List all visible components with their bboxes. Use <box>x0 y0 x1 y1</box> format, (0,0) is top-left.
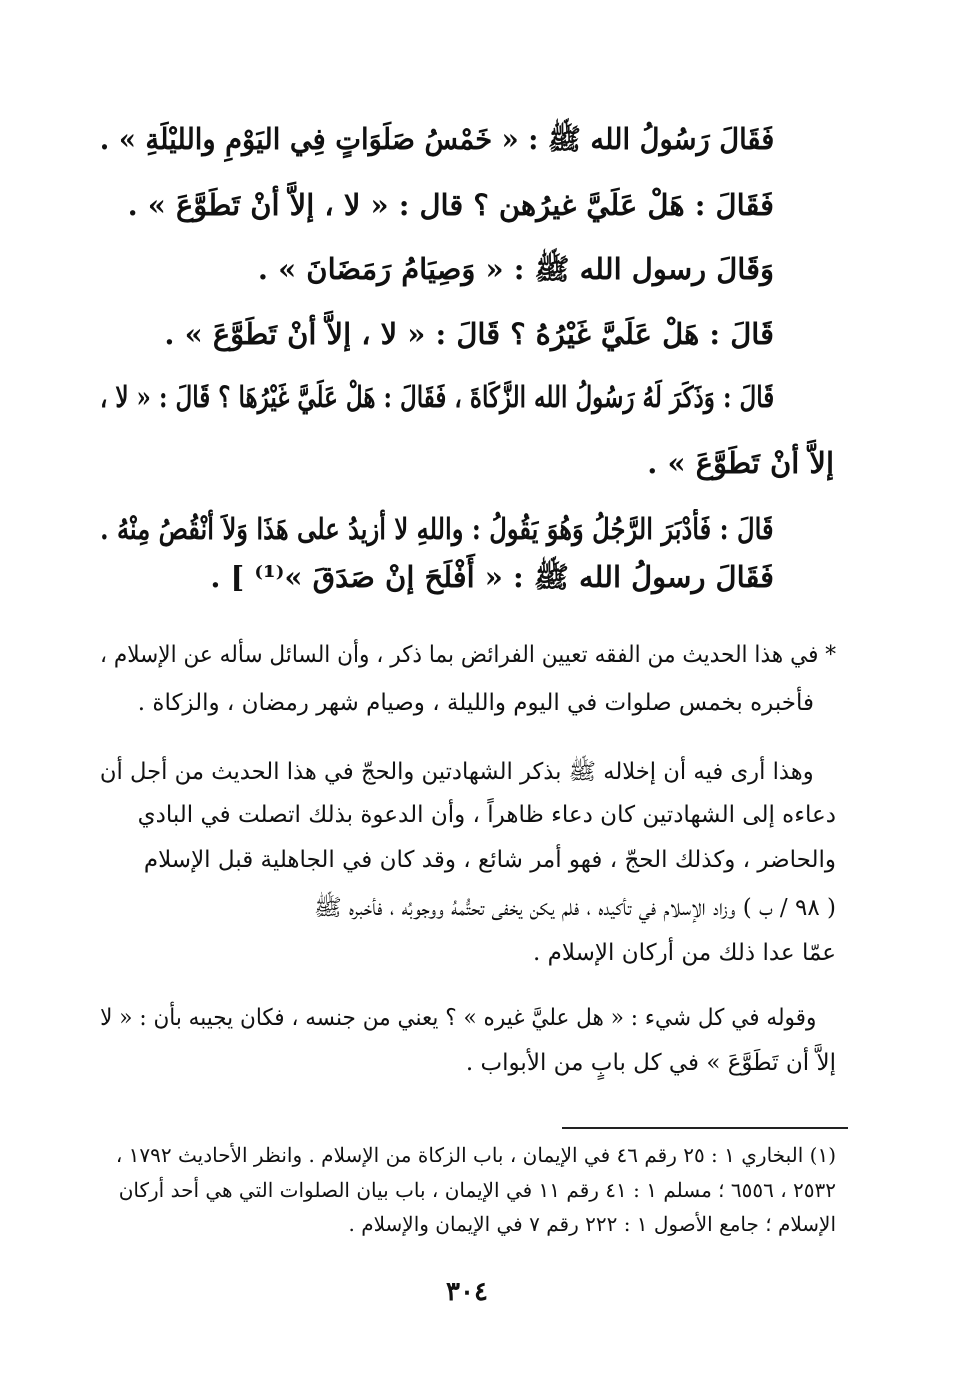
body-line: وهذا أرى فيه أن إخلاله ﷺ بذكر الشهادتين والحجّ في هذا الحديث من أجل أن <box>100 759 814 785</box>
hadith-line: فَقَالَ : هَلْ عَلَيَّ غيرُهن ؟ قال : « لا ، إلاَّ أنْ تَطَوَّعَ » . <box>127 188 774 222</box>
hadith-line: فَقَالَ رَسُولُ الله ﷺ : « خَمْسُ صَلَوَاتٍ فِي اليَوْمِ والليْلَةِ » . <box>99 122 774 156</box>
body-line: ( ٩٨ / ب ) وزاد الإسلام في تأكيده ، فلم يكن يخفى تحتُّمهُ ووجوبُه ، فأخبره ﷺ <box>313 895 836 921</box>
footnote-line: ٢٥٣٢ ، ٦٥٥٦ ؛ مسلم ١ : ٤١ رقم ١١ في الإيمان ، باب بيان الصلوات التي هي أحد أركان <box>118 1178 836 1202</box>
hadith-line: قَالَ : فَأدْبَرَ الرَّجُلُ وَهُوَ يَقُولُ : واللهِ لا أزيدُ على هَذَا وَلاَ أنْقُصُ مِنْهُ . <box>100 512 774 546</box>
body-line: وقوله في كل شيء : « هل عليَّ غيره » ؟ يعني من جنسه ، فكان يجيبه بأن : « لا <box>99 1005 816 1031</box>
page-number: ٣٠٤ <box>446 1277 488 1307</box>
body-line: فأخبره بخمس صلوات في اليوم والليلة ، وصيام شهر رمضان ، والزكاة . <box>137 690 814 716</box>
hadith-line: قَالَ : وَذَكَرَ لَهُ رَسُولُ الله الزَّكَاةَ ، فَقَالَ : هَلْ عَلَيَّ غَيْرُهَا ؟ قَالَ : « لا ، <box>99 380 774 414</box>
hadith-line: وَقَالَ رسول الله ﷺ : « وَصِيَامُ رَمَضَانَ » . <box>257 252 774 286</box>
footnote-line: الإسلام ؛ جامع الأصول ١ : ٢٢٢ رقم ٧ في الإيمان والإسلام . <box>348 1212 836 1236</box>
body-line: * في هذا الحديث من الفقه تعيين الفرائض بما ذكر ، وأن السائل سأله عن الإسلام ، <box>99 642 836 668</box>
body-line: عمّا عدا ذلك من أركان الإسلام . <box>533 940 836 966</box>
hadith-line: إلاَّ أنْ تَطَوَّعَ » . <box>647 446 834 480</box>
body-line: إلاَّ أن تَطَوَّعَ » في كل بابٍ من الأبواب . <box>465 1050 836 1076</box>
hadith-line: فَقَالَ رسولُ الله ﷺ : « أَفْلَحَ إنْ صَدَقَ »⁽¹⁾ ] . <box>210 560 774 594</box>
footnote-separator <box>562 1127 848 1129</box>
footnote-line: (١) البخاري ١ : ٢٥ رقم ٤٦ في الإيمان ، باب الزكاة من الإسلام . وانظر الأحاديث ١٧٩٢ ، <box>115 1143 836 1167</box>
hadith-line: قَالَ : هَلْ عَلَيَّ غَيْرُهُ ؟ قَالَ : « لا ، إلاَّ أنْ تَطَوَّعَ » . <box>164 317 774 351</box>
body-line: دعاءه إلى الشهادتين كان دعاء ظاهراً ، وأن الدعوة بذلك اتصلت في البادي <box>137 802 836 828</box>
body-line: والحاضر ، وكذلك الحجّ ، فهو أمر شائع ، وقد كان في الجاهلية قبل الإسلام <box>143 847 836 873</box>
